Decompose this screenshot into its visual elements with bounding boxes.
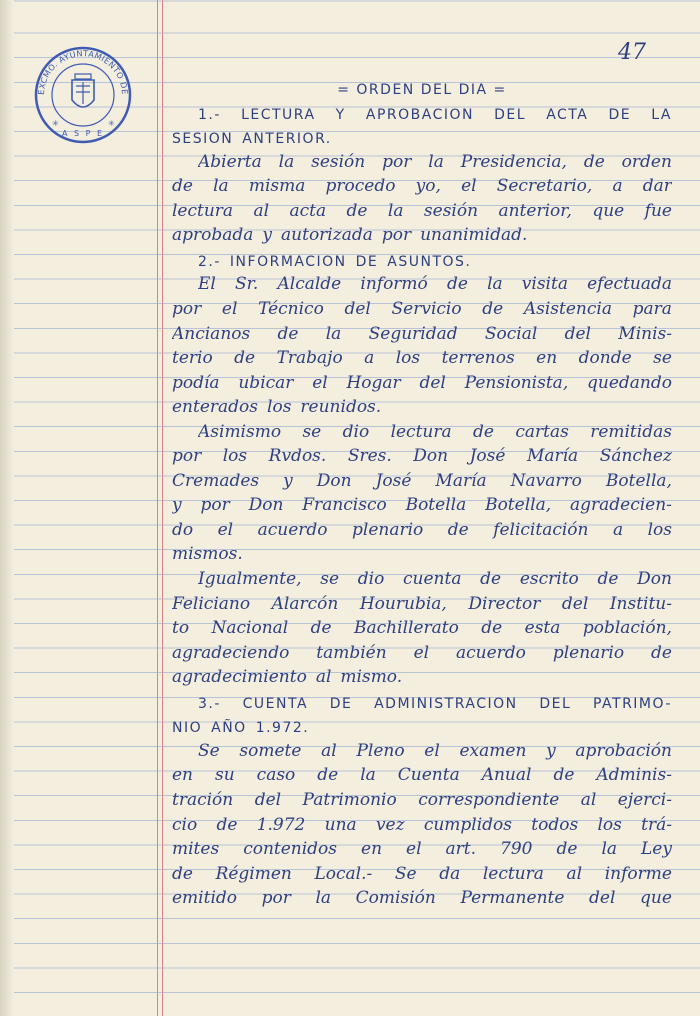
svg-text:A S P E: A S P E bbox=[61, 129, 105, 138]
text-line: El Sr. Alcalde informó de la visita efectuada bbox=[198, 274, 672, 295]
text-line: 2.- INFORMACION DE ASUNTOS. bbox=[198, 253, 472, 270]
text-line: tración del Patrimonio correspondiente al ejerci- bbox=[172, 789, 672, 810]
text-line: Abierta la sesión por la Presidencia, de orden bbox=[198, 151, 672, 172]
text-line: = ORDEN DEL DIA = bbox=[337, 82, 507, 98]
text-line: de la misma procedo yo, el Secretario, a dar bbox=[172, 176, 672, 197]
text-line: to Nacional de Bachillerato de esta población, bbox=[172, 618, 672, 639]
svg-text:✳: ✳ bbox=[108, 119, 115, 128]
text-line: y por Don Francisco Botella Botella, agradecien- bbox=[172, 495, 672, 516]
text-line: Igualmente, se dio cuenta de escrito de Don bbox=[198, 569, 672, 589]
text-line: Se somete al Pleno el examen y aprobación bbox=[198, 740, 672, 761]
text-line: de Régimen Local.- Se da lectura al informe bbox=[172, 863, 672, 884]
svg-text:EXCMO. AYUNTAMIENTO DE: EXCMO. AYUNTAMIENTO DE bbox=[35, 48, 131, 96]
text-line: cio de 1.972 una vez cumplidos todos los trá- bbox=[172, 814, 672, 835]
page-number: 47 bbox=[618, 40, 646, 65]
text-line: terio de Trabajo a los terrenos en donde se bbox=[172, 348, 672, 369]
svg-text:✳: ✳ bbox=[52, 119, 59, 128]
text-line: do el acuerdo plenario de felicitación a los bbox=[172, 519, 672, 540]
text-line: 3.- CUENTA DE ADMINISTRACION DEL PATRIMO- bbox=[198, 695, 672, 712]
text-line: Feliciano Alarcón Hourubia, Director del Institu- bbox=[172, 593, 672, 614]
text-line: mismos. bbox=[172, 544, 243, 565]
text-line: en su caso de la Cuenta Anual de Adminis- bbox=[172, 765, 672, 786]
text-line: SESION ANTERIOR. bbox=[172, 131, 332, 148]
text-line: enterados los reunidos. bbox=[172, 397, 382, 418]
text-line: podía ubicar el Hogar del Pensionista, quedando bbox=[172, 372, 672, 393]
text-line: mites contenidos en el art. 790 de la Ley bbox=[172, 839, 672, 860]
municipal-seal-stamp bbox=[32, 44, 134, 146]
text-line: emitido por la Comisión Permanente del que bbox=[172, 888, 672, 909]
text-line: NIO AÑO 1.972. bbox=[172, 720, 310, 737]
text-line: por los Rvdos. Sres. Don José María Sánchez bbox=[172, 446, 672, 467]
text-line: agradecimiento al mismo. bbox=[172, 667, 403, 688]
text-line: aprobada y autorizada por unanimidad. bbox=[172, 225, 528, 246]
page-binding-edge bbox=[0, 0, 14, 1016]
text-line: Cremades y Don José María Navarro Botella, bbox=[172, 470, 672, 491]
text-line: agradeciendo también el acuerdo plenario de bbox=[172, 642, 672, 663]
text-line: lectura al acta de la sesión anterior, que fue bbox=[172, 200, 672, 221]
margin-line bbox=[157, 0, 158, 1016]
margin-line bbox=[162, 0, 163, 1016]
text-line: 1.- LECTURA Y APROBACION DEL ACTA DE LA bbox=[198, 106, 672, 123]
text-line: Ancianos de la Seguridad Social del Minis- bbox=[172, 323, 672, 344]
text-line: Asimismo se dio lectura de cartas remitidas bbox=[198, 421, 672, 442]
text-line: por el Técnico del Servicio de Asistencia para bbox=[172, 298, 672, 319]
